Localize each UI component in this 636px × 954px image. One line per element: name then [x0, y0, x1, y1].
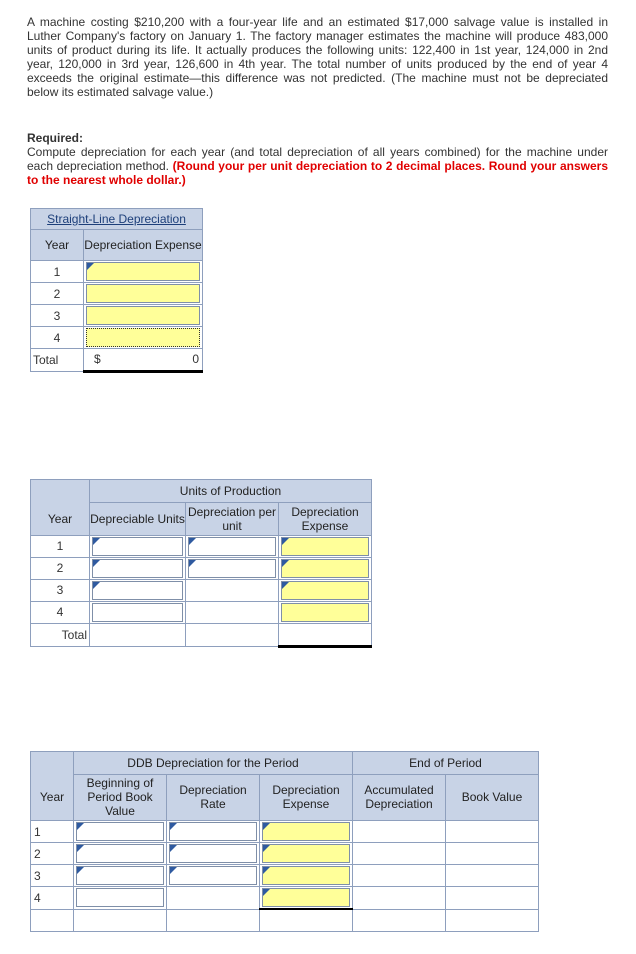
sl-col-year: Year	[31, 230, 84, 261]
sl-total-currency: $	[94, 352, 101, 366]
sl-expense-4-input[interactable]	[86, 328, 200, 347]
sl-total-label: Total	[31, 349, 84, 372]
ddb-rate-1-input[interactable]	[169, 822, 257, 841]
uop-rate-1-input[interactable]	[188, 537, 276, 556]
sl-expense-3-input[interactable]	[86, 306, 200, 325]
uop-units-2-input[interactable]	[92, 559, 183, 578]
ddb-expense-3-input[interactable]	[262, 866, 350, 885]
uop-total-label: Total	[31, 623, 90, 646]
units-of-production-table	[30, 479, 372, 648]
required-body: Compute depreciation for each year (and total depreciation of all years combined) for the machine under each depreciation method.	[27, 145, 608, 173]
sl-year-3: 3	[31, 305, 84, 327]
ddb-col-rate: Depreciation Rate	[167, 774, 260, 821]
ddb-col-beginning: Beginning of Period Book Value	[74, 774, 167, 821]
ddb-col-year: Year	[31, 774, 74, 821]
uop-expense-4-input[interactable]	[281, 603, 369, 622]
sl-expense-1-input[interactable]	[86, 262, 200, 281]
straight-line-table	[30, 208, 203, 373]
required-text	[27, 145, 608, 187]
straight-line-title: Straight-Line Depreciation	[47, 212, 186, 226]
uop-year-4: 4	[31, 601, 90, 623]
ddb-total-expense	[260, 909, 353, 932]
ddb-year-4: 4	[31, 887, 74, 910]
uop-expense-2-input[interactable]	[281, 559, 369, 578]
sl-total-value: 0	[192, 352, 199, 366]
ddb-year-1: 1	[31, 821, 74, 843]
uop-col-year: Year	[31, 503, 90, 536]
uop-title: Units of Production	[90, 480, 372, 503]
ddb-expense-4-input[interactable]	[262, 888, 350, 907]
ddb-title: DDB Depreciation for the Period	[74, 752, 353, 775]
ddb-rate-2-input[interactable]	[169, 844, 257, 863]
uop-expense-3-input[interactable]	[281, 581, 369, 600]
uop-col-rate: Depreciation per unit	[186, 503, 279, 536]
ddb-col-accum: Accumulated Depreciation	[353, 774, 446, 821]
uop-year-2: 2	[31, 557, 90, 579]
ddb-beginning-1-input[interactable]	[76, 822, 164, 841]
ddb-expense-2-input[interactable]	[262, 844, 350, 863]
sl-year-4: 4	[31, 327, 84, 349]
uop-rate-2-input[interactable]	[188, 559, 276, 578]
ddb-beginning-4-input[interactable]	[76, 888, 164, 907]
uop-year-3: 3	[31, 579, 90, 601]
uop-col-expense: Depreciation Expense	[279, 503, 372, 536]
ddb-beginning-2-input[interactable]	[76, 844, 164, 863]
ddb-col-book: Book Value	[446, 774, 539, 821]
ddb-table	[30, 751, 539, 932]
uop-year-1: 1	[31, 535, 90, 557]
ddb-beginning-3-input[interactable]	[76, 866, 164, 885]
sl-year-2: 2	[31, 283, 84, 305]
ddb-year-2: 2	[31, 843, 74, 865]
uop-units-1-input[interactable]	[92, 537, 183, 556]
uop-units-4-input[interactable]	[92, 603, 183, 622]
required-heading: Required:	[27, 131, 84, 145]
problem-statement: A machine costing $210,200 with a four-year life and an estimated $17,000 salvage value is installed in Luther Company's factory on January 1. The factory manager estimates the machine will produce 483,000 units of product during its life. It actually produces the following units: 122,400 in 1st year, 124,000 in 2nd year, 120,000 in 3rd year, 126,600 in 4th year. The total number of units produced by the end of year 4 exceeds the original estimate—this difference was not predicted. (The machine must not be depreciated below its estimated salvage value.)	[27, 15, 608, 99]
uop-col-units: Depreciable Units	[90, 503, 186, 536]
sl-year-1: 1	[31, 261, 84, 283]
ddb-year-3: 3	[31, 865, 74, 887]
ddb-expense-1-input[interactable]	[262, 822, 350, 841]
uop-expense-1-input[interactable]	[281, 537, 369, 556]
ddb-end-title: End of Period	[353, 752, 539, 775]
rounding-instruction: (Round your per unit depreciation to 2 decimal places. Round your answers to the nearest whole dollar.)	[27, 159, 609, 187]
ddb-rate-3-input[interactable]	[169, 866, 257, 885]
uop-total-expense	[279, 623, 372, 646]
ddb-col-expense: Depreciation Expense	[260, 774, 353, 821]
sl-expense-2-input[interactable]	[86, 284, 200, 303]
uop-units-3-input[interactable]	[92, 581, 183, 600]
sl-col-expense: Depreciation Expense	[84, 230, 203, 261]
